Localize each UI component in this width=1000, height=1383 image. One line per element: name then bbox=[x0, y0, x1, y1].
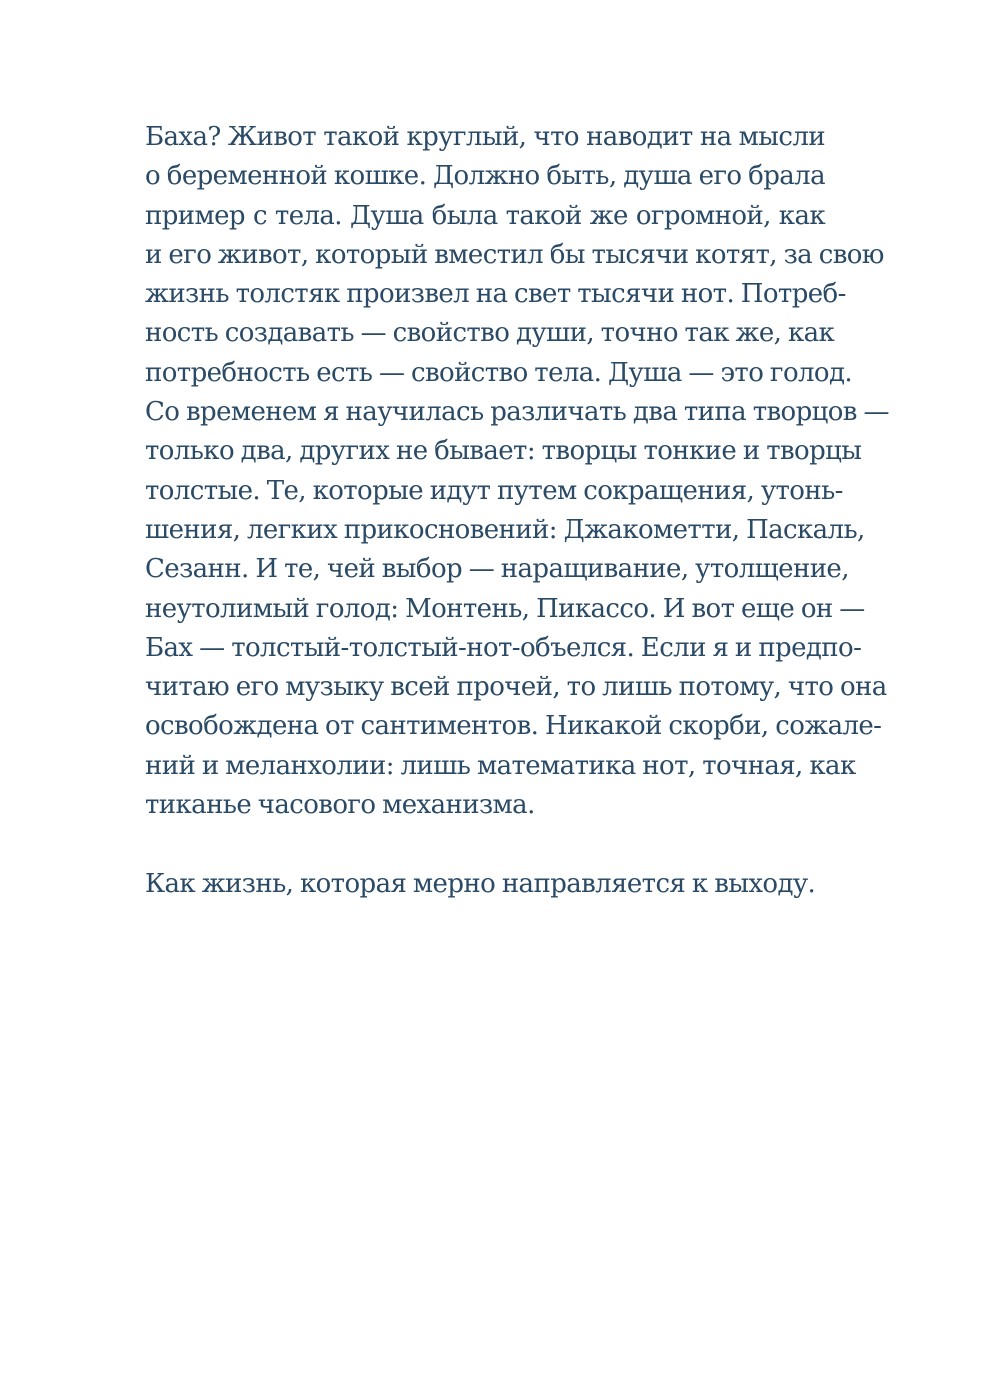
text-line: ний и меланхолии: лишь математика нот, точная, как bbox=[145, 750, 856, 781]
text-line: Сезанн. И те, чей выбор — наращивание, утолщение, bbox=[145, 554, 849, 585]
text-line: Бах — толстый-толстый-нот-объелся. Если я и предпо- bbox=[145, 632, 862, 663]
text-line: освобождена от сантиментов. Никакой скорби, сожале- bbox=[145, 711, 882, 742]
paragraph-1 bbox=[145, 118, 889, 825]
text-line: и его живот, который вместил бы тысячи котят, за свою bbox=[145, 239, 884, 270]
text-line: потребность есть — свойство тела. Душа — это голод. bbox=[145, 357, 853, 388]
text-line: шения, легких прикосновений: Джакометти, Паскаль, bbox=[145, 514, 865, 545]
text-line: читаю его музыку всей прочей, то лишь потому, что она bbox=[145, 672, 887, 703]
text-line: Со временем я научилась различать два типа творцов — bbox=[145, 397, 889, 428]
text-line: жизнь толстяк произвел на свет тысячи нот. Потреб- bbox=[145, 279, 846, 310]
text-line: пример с тела. Душа была такой же огромной, как bbox=[145, 200, 825, 231]
text-line: ность создавать — свойство души, точно так же, как bbox=[145, 318, 835, 349]
text-line: Как жизнь, которая мерно направляется к выходу. bbox=[145, 868, 816, 899]
text-line: Баха? Живот такой круглый, что наводит на мысли bbox=[145, 122, 825, 152]
text-line: о беременной кошке. Должно быть, душа его брала bbox=[145, 161, 825, 192]
text-line: только два, других не бывает: творцы тонкие и творцы bbox=[145, 436, 862, 467]
paragraph-spacer bbox=[145, 825, 825, 864]
text-line: толстые. Те, которые идут путем сокращения, утонь- bbox=[145, 475, 843, 506]
text-line: неутолимый голод: Монтень, Пикассо. И вот еще он — bbox=[145, 593, 865, 624]
body-text bbox=[145, 118, 889, 904]
text-line: тиканье часового механизма. bbox=[145, 790, 535, 821]
paragraph-2 bbox=[145, 865, 825, 904]
